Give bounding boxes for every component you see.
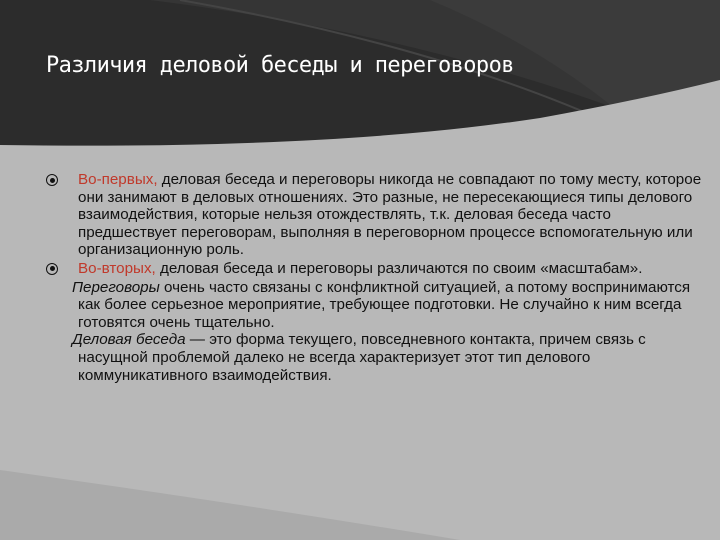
bullet-text: деловая беседа и переговоры никогда не совпадают по тому месту, которое они занимают в деловых отношениях. Это разные, не пересекающиеся типы делового взаимодействия, которые нельзя отождествлять, т.к. деловая беседа часто предшествует переговорам, выполняя в переговорном процессе вспомогательную или организационную роль. bbox=[78, 171, 702, 259]
slide-content bbox=[46, 171, 706, 384]
bullet-lead: Во-первых, bbox=[78, 171, 158, 188]
paragraph-term: Переговоры bbox=[72, 278, 160, 296]
bullet-circle-icon bbox=[46, 174, 58, 186]
paragraph-negotiations bbox=[46, 279, 706, 332]
bullet-item-first bbox=[46, 171, 706, 259]
bullet-lead: Во-вторых, bbox=[78, 259, 156, 277]
bullet-circle-icon bbox=[46, 263, 58, 275]
paragraph-term: Деловая беседа bbox=[72, 331, 186, 349]
paragraph-text: очень часто связаны с конфликтной ситуацией, а потому воспринимаются как более серьезное мероприятие, требующее подготовки. Не случайно к ним всегда готовятся очень тщательно. bbox=[78, 278, 691, 331]
bullet-item-second bbox=[46, 260, 706, 278]
paragraph-business-talk bbox=[46, 331, 706, 384]
slide-title: Различия деловой беседы и переговоров bbox=[46, 53, 514, 78]
bullet-text: деловая беседа и переговоры различаются по своим «масштабам». bbox=[155, 259, 643, 277]
paragraph-text: — это форма текущего, повседневного контакта, причем связь с насущной проблемой далеко не всегда характеризует этот тип делового коммуникативного взаимодействия. bbox=[78, 331, 646, 384]
